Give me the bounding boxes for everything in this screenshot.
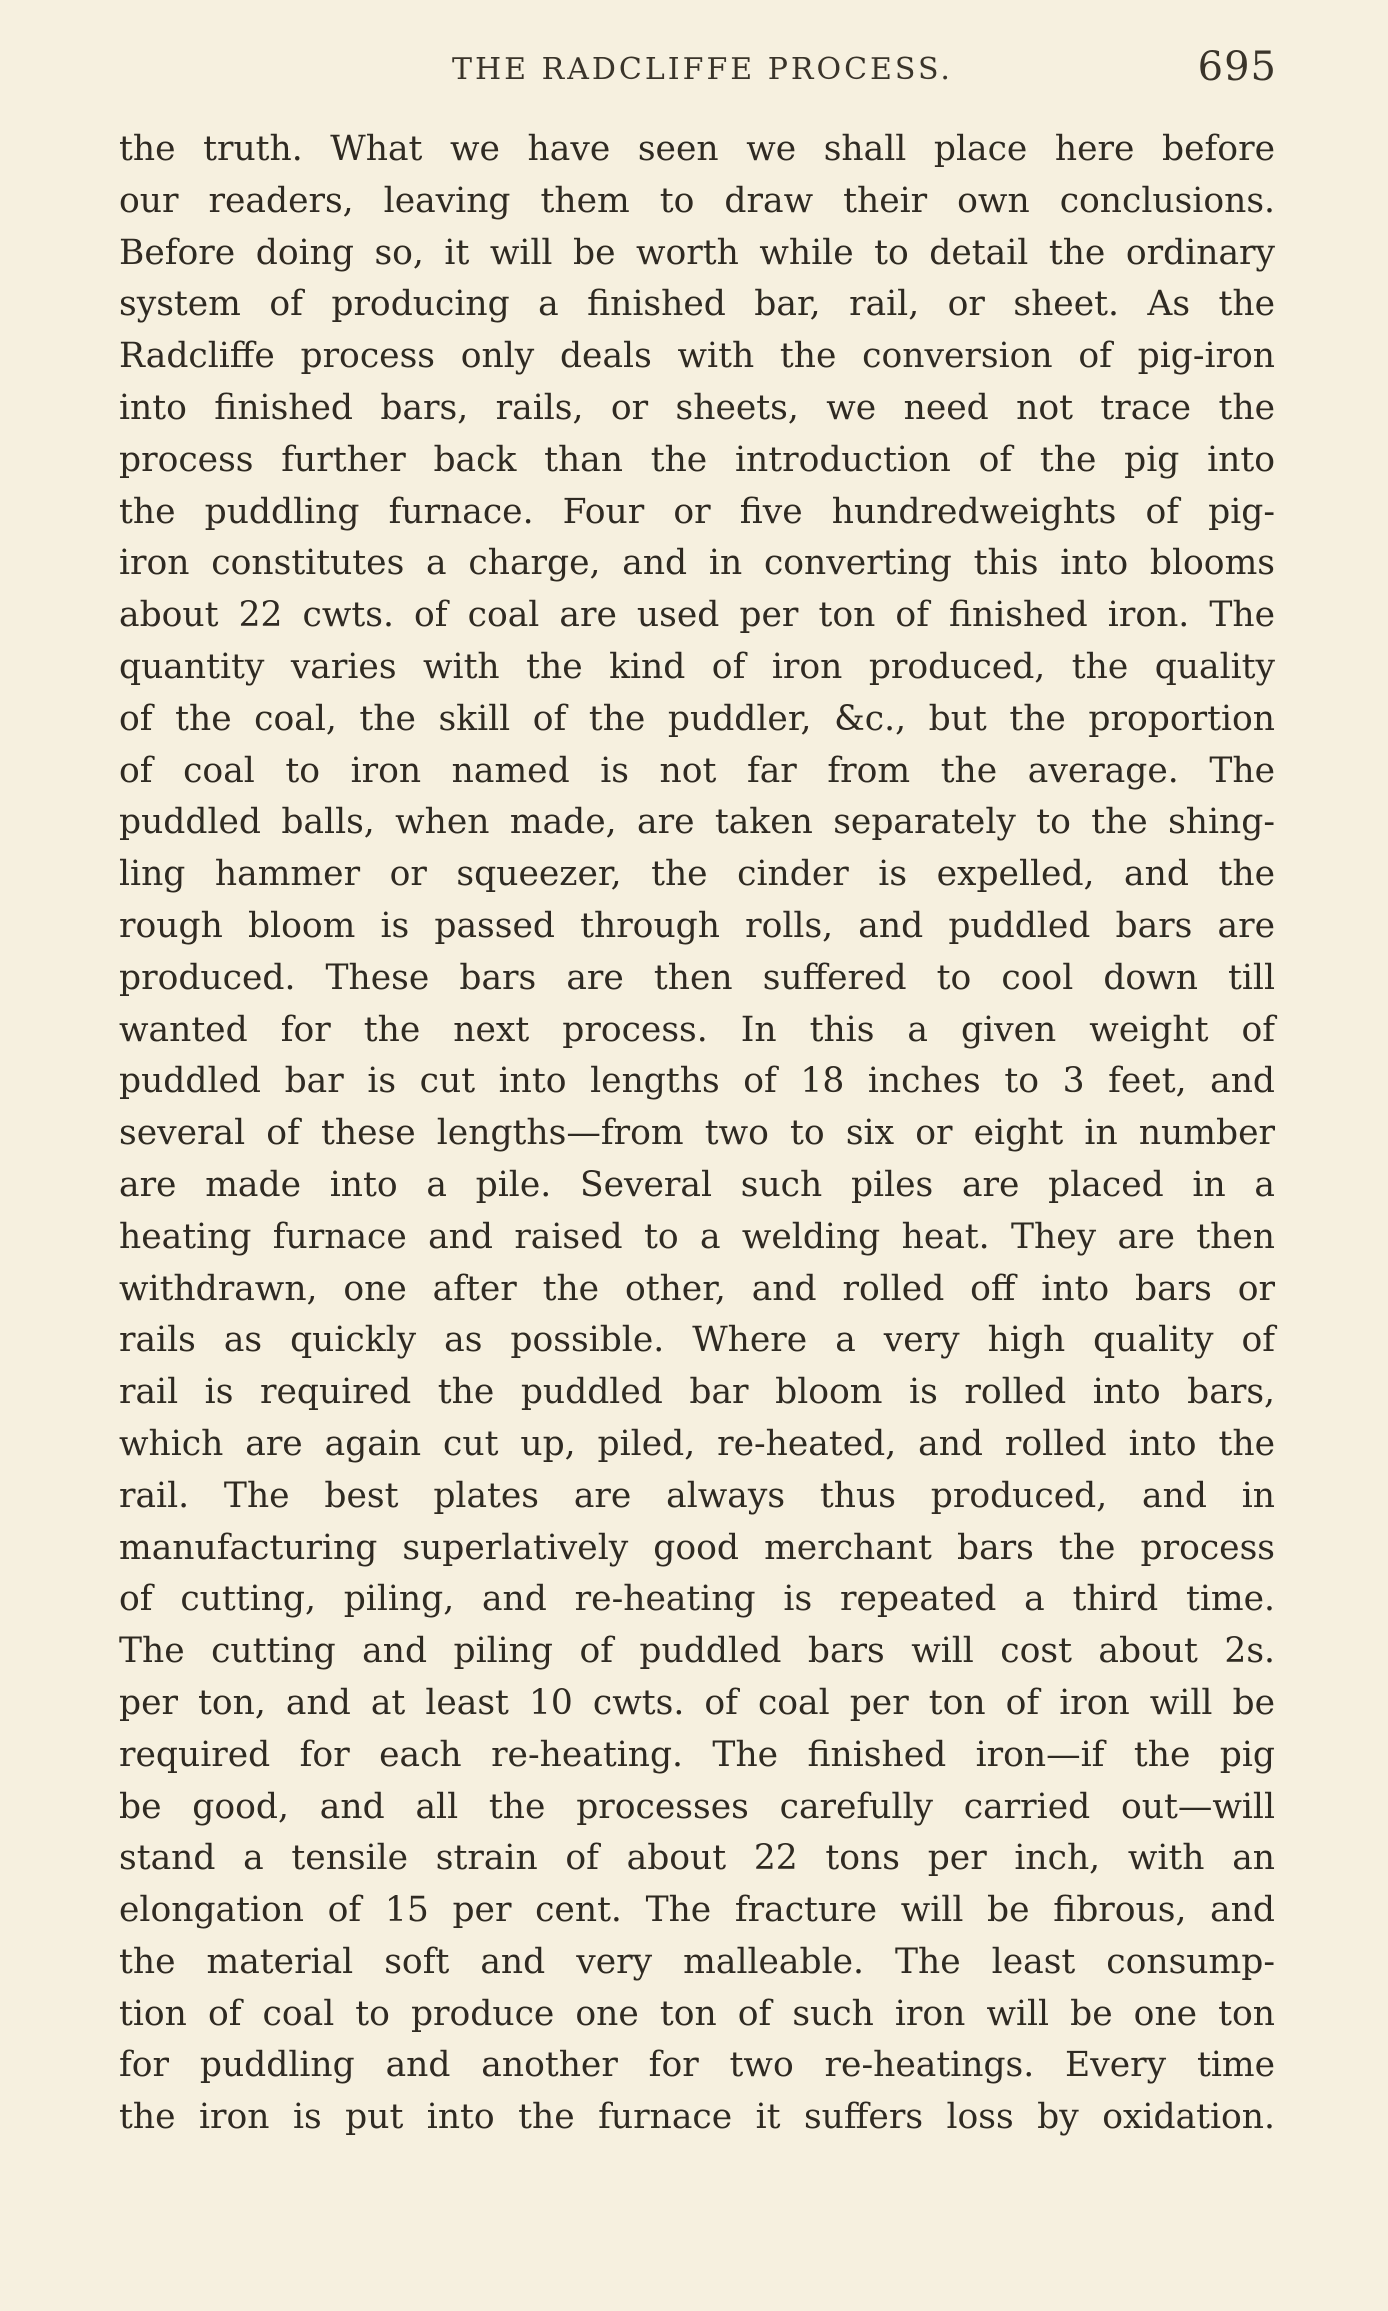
text-line: the iron is put into the furnace it suffers loss by oxidation. <box>119 2097 1275 2138</box>
text-line: for puddling and another for two re-heatings. Every time <box>119 2045 1275 2086</box>
text-line: rail. The best plates are always thus produced, and in <box>119 1475 1275 1516</box>
text-line: withdrawn, one after the other, and rolled off into bars or <box>119 1268 1275 1309</box>
text-line: elongation of 15 per cent. The fracture will be fibrous, and <box>119 1890 1275 1931</box>
text-line: Before doing so, it will be worth while to detail the ordinary <box>119 232 1275 273</box>
text-line: process further back than the introduction of the pig into <box>119 439 1275 480</box>
text-line: Radcliffe process only deals with the conversion of pig-iron <box>119 336 1275 377</box>
text-line: several of these lengths—from two to six or eight in number <box>119 1113 1275 1154</box>
text-line: manufacturing superlatively good merchant bars the process <box>119 1527 1275 1568</box>
text-line: tion of coal to produce one ton of such iron will be one ton <box>119 1993 1275 2034</box>
text-line: stand a tensile strain of about 22 tons per inch, with an <box>119 1838 1275 1879</box>
text-line: quantity varies with the kind of iron produced, the quality <box>119 646 1275 687</box>
text-line: about 22 cwts. of coal are used per ton of finished iron. The <box>119 595 1275 636</box>
text-line: per ton, and at least 10 cwts. of coal per ton of iron will be <box>119 1682 1275 1723</box>
text-line: the truth. What we have seen we shall place here before <box>119 129 1275 169</box>
page-number: 695 <box>1197 44 1277 90</box>
text-line: wanted for the next process. In this a given weight of <box>119 1009 1275 1050</box>
text-line: rail is required the puddled bar bloom is rolled into bars, <box>119 1372 1275 1413</box>
text-line: our readers, leaving them to draw their own conclusions. <box>119 180 1275 221</box>
text-line: puddled balls, when made, are taken separately to the shing- <box>119 802 1275 843</box>
text-line: system of producing a finished bar, rail, or sheet. As the <box>119 284 1275 325</box>
text-line: of cutting, piling, and re-heating is repeated a third time. <box>119 1579 1275 1620</box>
text-line: which are again cut up, piled, re-heated, and rolled into the <box>119 1423 1275 1464</box>
text-line: required for each re-heating. The finished iron—if the pig <box>119 1734 1275 1775</box>
text-line: be good, and all the processes carefully carried out—will <box>119 1786 1275 1827</box>
text-line: are made into a pile. Several such piles are placed in a <box>119 1164 1275 1205</box>
body-text <box>119 124 1275 2144</box>
text-line: rails as quickly as possible. Where a very high quality of <box>119 1320 1275 1361</box>
text-line: of the coal, the skill of the puddler, &c., but the proportion <box>119 698 1275 739</box>
text-line: the material soft and very malleable. The least consump- <box>119 1941 1275 1982</box>
running-title: THE RADCLIFFE PROCESS. <box>452 52 953 87</box>
text-line: iron constitutes a charge, and in converting this into blooms <box>119 543 1275 584</box>
text-line: puddled bar is cut into lengths of 18 inches to 3 feet, and <box>119 1061 1275 1102</box>
text-line: the puddling furnace. Four or five hundredweights of pig- <box>119 491 1275 532</box>
text-line: The cutting and piling of puddled bars will cost about 2s. <box>119 1631 1275 1672</box>
text-line: heating furnace and raised to a welding heat. They are then <box>119 1216 1275 1257</box>
text-line: rough bloom is passed through rolls, and puddled bars are <box>119 905 1275 946</box>
text-line: ling hammer or squeezer, the cinder is expelled, and the <box>119 854 1275 895</box>
running-head <box>117 44 1277 104</box>
text-line: produced. These bars are then suffered to cool down till <box>119 957 1275 998</box>
text-line: into finished bars, rails, or sheets, we need not trace the <box>119 387 1275 428</box>
text-line: of coal to iron named is not far from the average. The <box>119 750 1275 791</box>
